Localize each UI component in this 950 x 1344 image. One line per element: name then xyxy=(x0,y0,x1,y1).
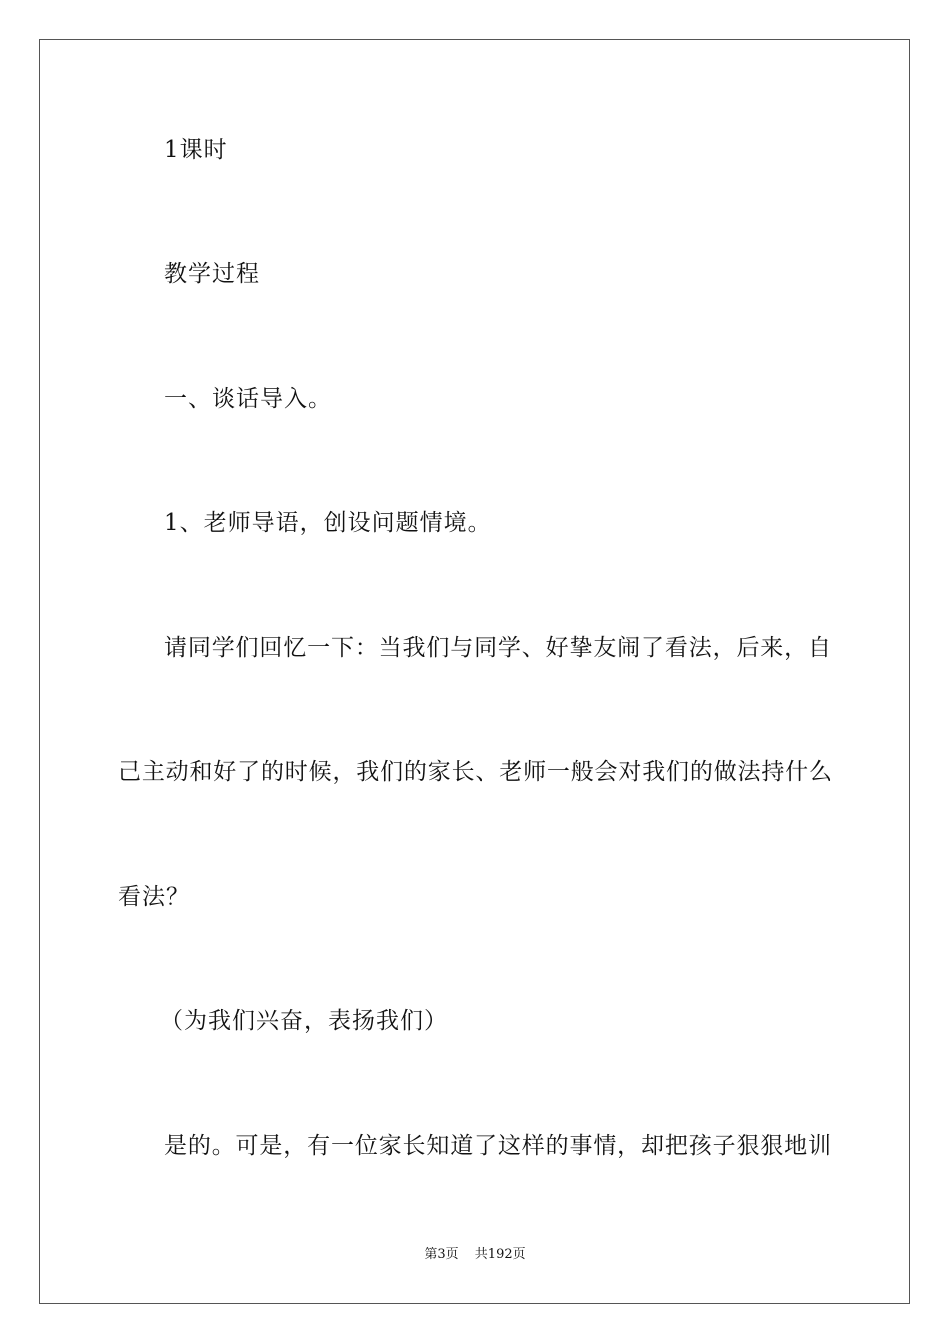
page-frame xyxy=(39,39,910,1304)
text-line-subheading: 1、老师导语，创设问题情境。 xyxy=(164,510,492,536)
text-line-paragraph-2: 己主动和好了的时候，我们的家长、老师一般会对我们的做法持什么 xyxy=(118,759,832,785)
text-line-answer: （为我们兴奋，表扬我们） xyxy=(160,1008,448,1034)
text-line-section-title: 教学过程 xyxy=(164,261,260,287)
text-line-heading-intro: 一、谈话导入。 xyxy=(164,386,332,412)
text-line-paragraph-3: 看法？ xyxy=(118,884,190,910)
text-line-paragraph-4: 是的。可是，有一位家长知道了这样的事情，却把孩子狠狠地训 xyxy=(164,1133,831,1159)
text-line-paragraph-1: 请同学们回忆一下：当我们与同学、好挚友闹了看法，后来，自 xyxy=(164,635,831,661)
page-number: 第3页 xyxy=(424,1247,459,1262)
text-line-lesson-count: 1课时 xyxy=(164,137,228,163)
page-footer xyxy=(0,1246,950,1264)
page-total: 共192页 xyxy=(474,1247,526,1262)
